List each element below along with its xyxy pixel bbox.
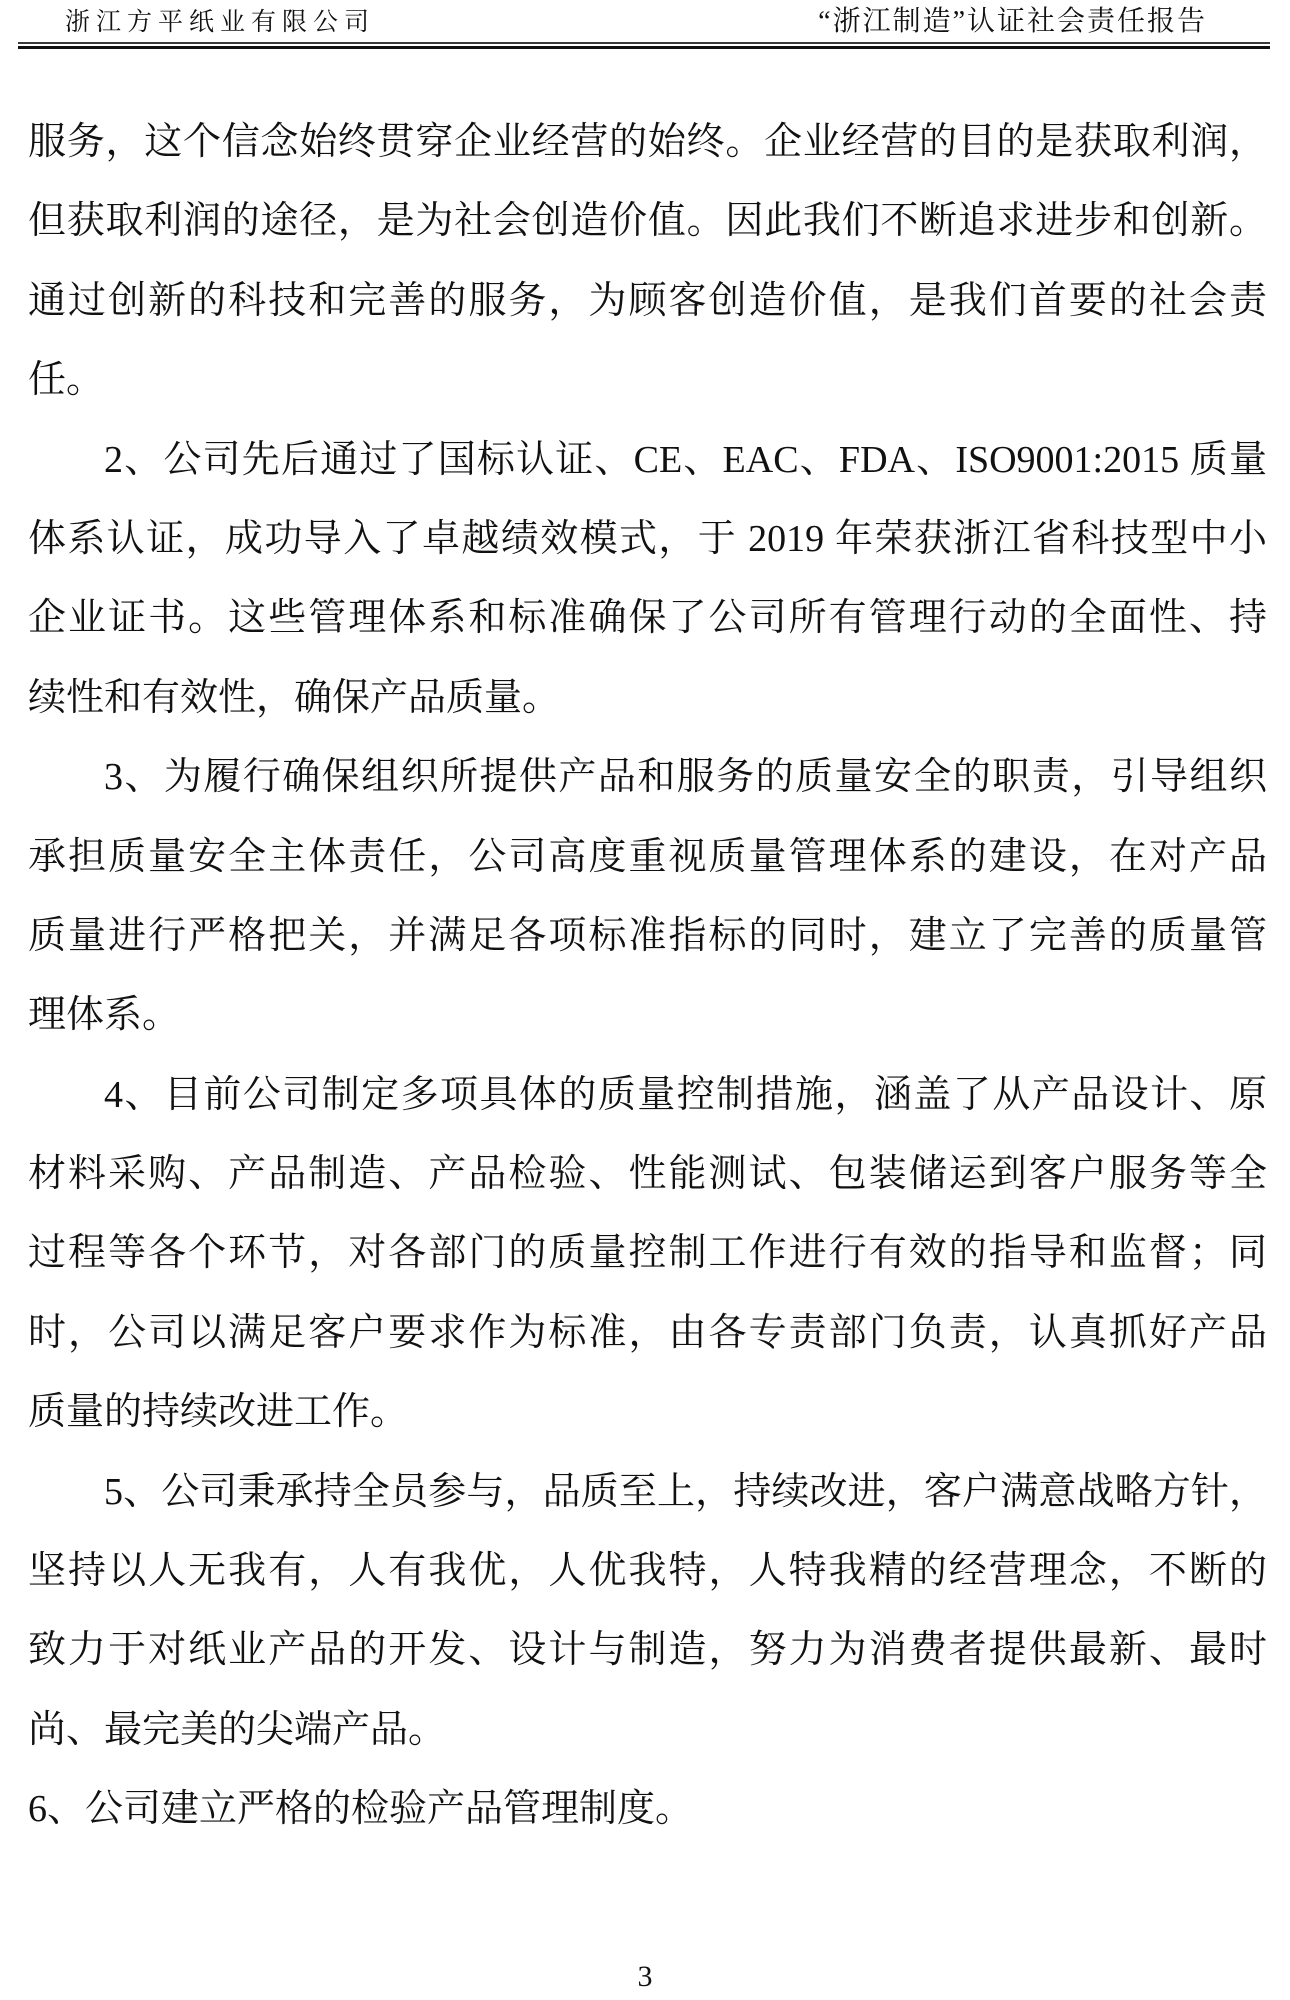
text-line: 3、为履行确保组织所提供产品和服务的质量安全的职责，引导组织 bbox=[104, 756, 1267, 799]
text-line: 承担质量安全主体责任，公司高度重视质量管理体系的建设，在对产品 bbox=[28, 835, 1267, 878]
header-company-name: 浙江方平纸业有限公司 bbox=[65, 9, 376, 36]
text-line: 理体系。 bbox=[28, 994, 181, 1037]
page-number: 3 bbox=[637, 1960, 653, 1993]
text-line: 2、公司先后通过了国标认证、CE、EAC、FDA、ISO9001:2015 质量 bbox=[104, 438, 1267, 481]
body-text bbox=[28, 49, 1267, 1850]
text-line: 体系认证，成功导入了卓越绩效模式，于 2019 年荣获浙江省科技型中小 bbox=[28, 517, 1267, 560]
text-line: 通过创新的科技和完善的服务，为顾客创造价值，是我们首要的社会责 bbox=[28, 279, 1267, 322]
paragraph bbox=[28, 421, 1267, 739]
page-header bbox=[18, 0, 1270, 49]
paragraph bbox=[28, 103, 1267, 421]
text-line: 尚、最完美的尖端产品。 bbox=[28, 1708, 447, 1751]
paragraph bbox=[28, 1453, 1267, 1771]
text-line: 材料采购、产品制造、产品检验、性能测试、包装储运到客户服务等全 bbox=[28, 1153, 1267, 1196]
text-line: 5、公司秉承持全员参与，品质至上，持续改进，客户满意战略方针， bbox=[104, 1470, 1267, 1513]
header-report-title: “浙江制造”认证社会责任报告 bbox=[818, 6, 1207, 37]
text-line: 坚持以人无我有，人有我优，人优我特，人特我精的经营理念，不断的 bbox=[28, 1550, 1267, 1593]
text-line: 企业证书。这些管理体系和标准确保了公司所有管理行动的全面性、持 bbox=[28, 597, 1267, 640]
text-line: 时，公司以满足客户要求作为标准，由各专责部门负责，认真抓好产品 bbox=[28, 1311, 1267, 1354]
text-line: 过程等各个环节，对各部门的质量控制工作进行有效的指导和监督；同 bbox=[28, 1232, 1267, 1275]
text-line: 4、目前公司制定多项具体的质量控制措施，涵盖了从产品设计、原 bbox=[104, 1073, 1267, 1116]
text-line: 质量进行严格把关，并满足各项标准指标的同时，建立了完善的质量管 bbox=[28, 914, 1267, 957]
page-footer bbox=[0, 1960, 1290, 1994]
paragraph bbox=[28, 738, 1267, 1056]
text-line: 致力于对纸业产品的开发、设计与制造，努力为消费者提供最新、最时 bbox=[28, 1629, 1267, 1672]
text-line: 任。 bbox=[28, 359, 105, 402]
text-line: 但获取利润的途径，是为社会创造价值。因此我们不断追求进步和创新。 bbox=[28, 200, 1267, 243]
text-line: 服务，这个信念始终贯穿企业经营的始终。企业经营的目的是获取利润， bbox=[28, 121, 1267, 163]
text-line: 质量的持续改进工作。 bbox=[28, 1391, 409, 1434]
text-line: 续性和有效性，确保产品质量。 bbox=[28, 676, 561, 719]
text-line: 6、公司建立严格的检验产品管理制度。 bbox=[28, 1788, 694, 1831]
header-divider bbox=[18, 42, 1270, 49]
paragraph bbox=[28, 1056, 1267, 1453]
paragraph bbox=[28, 1770, 1267, 1849]
